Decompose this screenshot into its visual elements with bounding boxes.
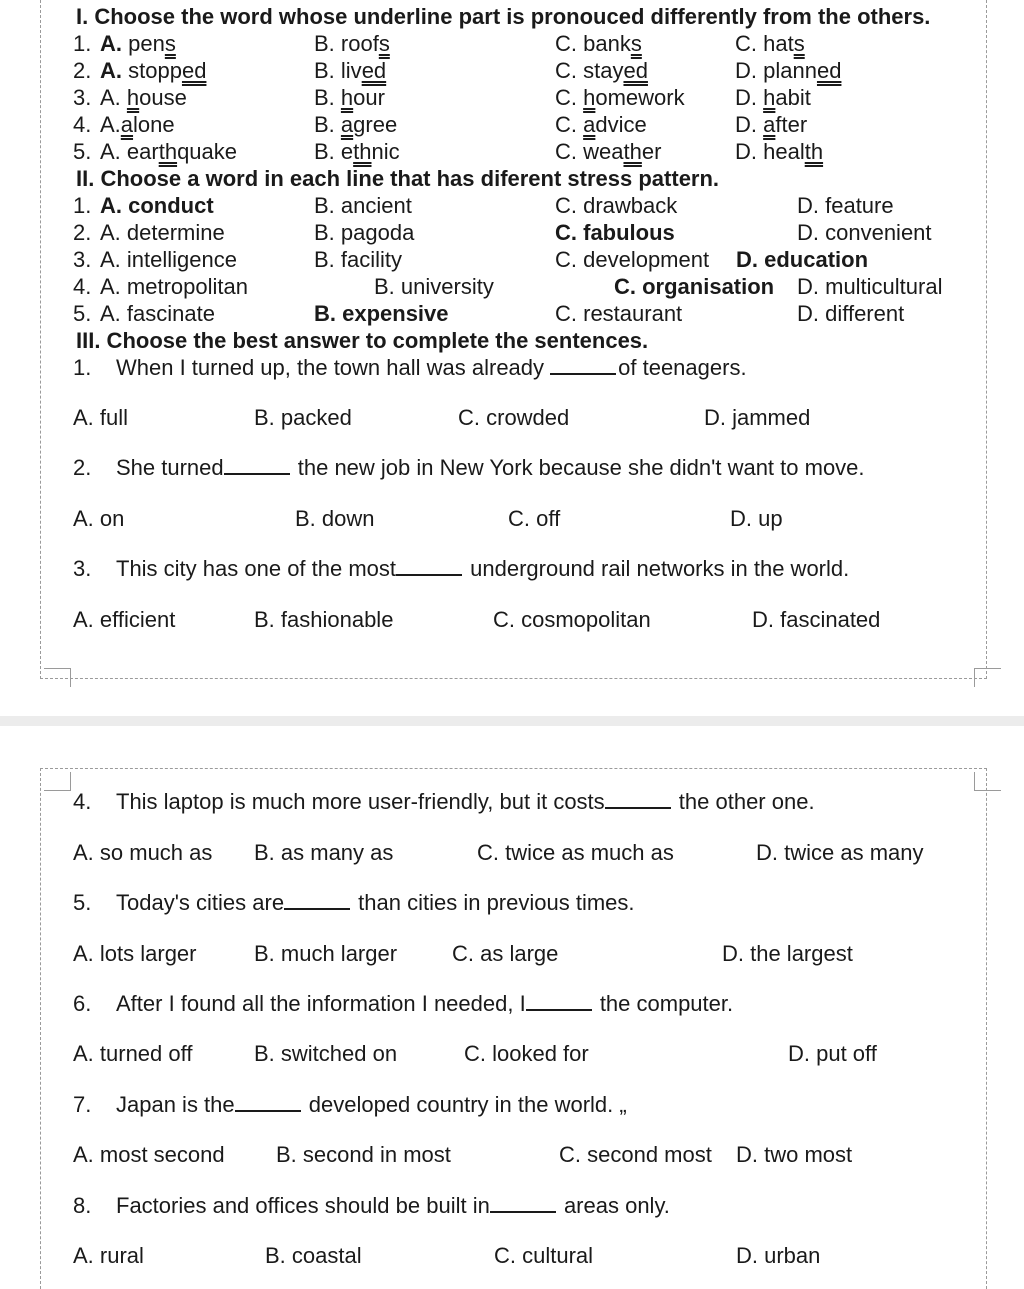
s1-q4-option-c: C. advice	[555, 112, 647, 137]
s3-q6-text: After I found all the information I needed, I the computer.	[116, 991, 734, 1016]
s3-q1-option-d: D. jammed	[704, 405, 811, 430]
s2-q5-number: 5.	[73, 301, 92, 326]
s2-q1-option-b: B. ancient	[314, 193, 412, 218]
s1-q5-option-b: B. ethnic	[314, 139, 400, 164]
s1-q2-number: 2.	[73, 58, 92, 83]
s2-q2-option-a: A. determine	[100, 220, 225, 245]
s1-q2-option-a: A. stopped	[100, 58, 207, 83]
s1-q4-option-a: A.alone	[100, 112, 175, 137]
s2-q2-option-d: D. convenient	[797, 220, 932, 245]
s3-q6-option-c: C. looked for	[464, 1041, 589, 1066]
s1-q1-option-b: B. roofs	[314, 31, 390, 56]
s2-q1-option-d: D. feature	[797, 193, 894, 218]
s3-q1-option-b: B. packed	[254, 405, 352, 430]
s3-q8-option-b: B. coastal	[265, 1243, 362, 1268]
answer-blank	[224, 455, 290, 475]
s2-q2-number: 2.	[73, 220, 92, 245]
s3-q3-option-d: D. fascinated	[752, 607, 881, 632]
s3-q4-option-b: B. as many as	[254, 840, 394, 865]
s3-q4-text: This laptop is much more user-friendly, but it costs the other one.	[116, 789, 815, 814]
s2-q5-option-a: A. fascinate	[100, 301, 215, 326]
s3-q6-option-a: A. turned off	[73, 1041, 193, 1066]
s1-q2-option-b: B. lived	[314, 58, 387, 83]
s1-q5-option-a: A. earthquake	[100, 139, 238, 164]
s3-q3-option-b: B. fashionable	[254, 607, 394, 632]
s1-q3-option-a: A. house	[100, 85, 187, 110]
s2-q4-option-c: C. organisation	[614, 274, 775, 299]
s3-q7-option-a: A. most second	[73, 1142, 225, 1167]
s3-q7-text: Japan is the developed country in the world. „	[116, 1092, 627, 1117]
s3-q6-option-b: B. switched on	[254, 1041, 398, 1066]
s1-q5-number: 5.	[73, 139, 92, 164]
s1-q3-option-d: D. habit	[735, 85, 811, 110]
section-1-heading: I. Choose the word whose underline part is pronouced differently from the others.	[76, 4, 931, 29]
answer-blank	[550, 355, 616, 375]
s3-q2-option-d: D. up	[730, 506, 783, 531]
s3-q3-option-a: A. efficient	[73, 607, 176, 632]
s3-q8-number: 8.	[73, 1193, 92, 1218]
s3-q7-option-d: D. two most	[736, 1142, 853, 1167]
s2-q4-number: 4.	[73, 274, 92, 299]
s2-q3-option-c: C. development	[555, 247, 710, 272]
s1-q1-option-a: A. pens	[100, 31, 176, 56]
s1-q4-option-b: B. agree	[314, 112, 398, 137]
s2-q2-option-c: C. fabulous	[555, 220, 675, 245]
section-3-heading: III. Choose the best answer to complete the sentences.	[76, 328, 649, 353]
s3-q1-number: 1.	[73, 355, 92, 380]
s3-q5-option-b: B. much larger	[254, 941, 398, 966]
s3-q5-option-d: D. the largest	[722, 941, 853, 966]
s1-q1-number: 1.	[73, 31, 92, 56]
answer-blank	[526, 991, 592, 1011]
s1-q4-number: 4.	[73, 112, 92, 137]
s3-q2-option-a: A. on	[73, 506, 125, 531]
s3-q5-number: 5.	[73, 890, 92, 915]
s1-q2-option-d: D. planned	[735, 58, 842, 83]
s3-q8-text: Factories and offices should be built in areas only.	[116, 1193, 670, 1218]
s3-q1-text: When I turned up, the town hall was already of teenagers.	[116, 355, 747, 380]
s2-q3-option-a: A. intelligence	[100, 247, 237, 272]
s1-q3-option-b: B. hour	[314, 85, 385, 110]
section-2-heading: II. Choose a word in each line that has diferent stress pattern.	[76, 166, 720, 191]
s3-q3-option-c: C. cosmopolitan	[493, 607, 651, 632]
s1-q1-option-d: C. hats	[735, 31, 805, 56]
s1-q4-option-d: D. after	[735, 112, 808, 137]
s3-q8-option-a: A. rural	[73, 1243, 144, 1268]
s3-q3-number: 3.	[73, 556, 92, 581]
s3-q2-number: 2.	[73, 455, 92, 480]
answer-blank	[490, 1193, 556, 1213]
s1-q3-option-c: C. homework	[555, 85, 685, 110]
s3-q8-option-c: C. cultural	[494, 1243, 594, 1268]
s2-q3-option-d: D. education	[736, 247, 869, 272]
answer-blank	[284, 890, 350, 910]
s1-q3-number: 3.	[73, 85, 92, 110]
s3-q3-text: This city has one of the most underground rail networks in the world.	[116, 556, 850, 581]
crop-mark	[44, 772, 71, 791]
s3-q4-option-a: A. so much as	[73, 840, 213, 865]
s2-q4-option-a: A. metropolitan	[100, 274, 248, 299]
s3-q2-text: She turned the new job in New York because she didn't want to move.	[116, 455, 865, 480]
answer-blank	[396, 556, 462, 576]
answer-blank	[605, 789, 671, 809]
s3-q1-option-a: A. full	[73, 405, 129, 430]
s3-q7-option-c: C. second most	[559, 1142, 712, 1167]
s1-q1-option-c: C. banks	[555, 31, 642, 56]
s3-q1-option-c: C. crowded	[458, 405, 570, 430]
s2-q5-option-b: B. expensive	[314, 301, 449, 326]
page-gap	[0, 716, 1024, 726]
s3-q5-text: Today's cities are than cities in previous times.	[116, 890, 635, 915]
s3-q2-option-c: C. off	[508, 506, 561, 531]
s2-q4-option-d: D. multicultural	[797, 274, 943, 299]
s3-q4-option-c: C. twice as much as	[477, 840, 674, 865]
s2-q1-option-c: C. drawback	[555, 193, 678, 218]
s2-q5-option-d: D. different	[797, 301, 905, 326]
s3-q4-option-d: D. twice as many	[756, 840, 924, 865]
s3-q7-number: 7.	[73, 1092, 92, 1117]
crop-mark	[44, 668, 71, 687]
s3-q2-option-b: B. down	[295, 506, 375, 531]
answer-blank	[235, 1092, 301, 1112]
s3-q7-option-b: B. second in most	[276, 1142, 451, 1167]
s2-q5-option-c: C. restaurant	[555, 301, 683, 326]
s2-q1-option-a: A. conduct	[100, 193, 214, 218]
s1-q5-option-d: D. health	[735, 139, 824, 164]
s2-q4-option-b: B. university	[374, 274, 494, 299]
s3-q4-number: 4.	[73, 789, 92, 814]
s1-q2-option-c: C. stayed	[555, 58, 648, 83]
s3-q8-option-d: D. urban	[736, 1243, 821, 1268]
s2-q3-number: 3.	[73, 247, 92, 272]
s3-q5-option-c: C. as large	[452, 941, 559, 966]
s2-q2-option-b: B. pagoda	[314, 220, 415, 245]
crop-mark	[974, 668, 1001, 687]
s3-q6-number: 6.	[73, 991, 92, 1016]
s2-q1-number: 1.	[73, 193, 92, 218]
s2-q3-option-b: B. facility	[314, 247, 403, 272]
s1-q5-option-c: C. weather	[555, 139, 662, 164]
s3-q6-option-d: D. put off	[788, 1041, 877, 1066]
s3-q5-option-a: A. lots larger	[73, 941, 197, 966]
crop-mark	[974, 772, 1001, 791]
